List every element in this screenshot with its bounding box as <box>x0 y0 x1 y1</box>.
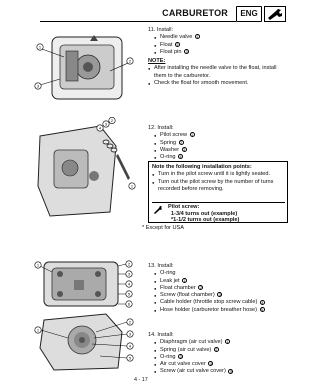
installation-points-list <box>152 171 284 193</box>
fig1-callout-3: 3 <box>36 83 40 89</box>
step-12-list <box>154 132 288 161</box>
step-13-title: 13. Install: <box>148 263 174 269</box>
list-item: ● O-ring 4 <box>154 154 288 161</box>
fig4-callout-2: 2 <box>128 319 132 325</box>
list-item: ● Screw (air cut valve cover) 5 <box>154 368 288 375</box>
step-12-block <box>148 125 288 161</box>
fig4-callout-1: 1 <box>36 327 40 333</box>
installation-points-heading: Note the following installation points: <box>152 164 252 170</box>
step-14-block <box>148 332 288 376</box>
spec-line-1: 1-3/4 turns out (example) <box>171 210 238 217</box>
step-11-title: 11. Install: <box>148 27 174 33</box>
step-12-title: 12. Install: <box>148 125 174 131</box>
eng-badge: ENG <box>236 6 262 22</box>
list-item: ● Float pin 3 <box>154 49 288 56</box>
list-item: ● Diaphragm (air cut valve) 1 <box>154 339 288 346</box>
figure-pilot-screw <box>30 116 138 224</box>
step-11-list <box>154 34 288 56</box>
header-rule <box>40 21 236 22</box>
fig2-callout-4: 4 <box>98 125 102 131</box>
fig2-callout-1: 1 <box>130 183 134 189</box>
step-13-block <box>148 263 288 314</box>
list-item: ● Air cut valve cover 4 <box>154 361 288 368</box>
figure-air-cut-valve <box>30 312 138 372</box>
list-item: ● Leak jet 1 <box>154 278 288 285</box>
fig3-callout-4: 4 <box>127 281 131 287</box>
spec-line-2: *1-1/2 turns out (example) <box>171 217 240 224</box>
note-heading: NOTE: <box>148 58 166 65</box>
note-item: ● Check the float for smooth movement. <box>148 80 288 87</box>
section-title: CARBURETOR <box>162 8 228 18</box>
list-item: ● O-ring <box>154 270 288 277</box>
pilot-screw-spec <box>152 202 285 222</box>
list-item: ● Float 2 <box>154 42 288 49</box>
note-item: ● After installing the needle valve to the float, install them to the carburetor. <box>148 65 288 80</box>
step-11-block <box>148 27 288 87</box>
figure-float-chamber <box>30 258 138 310</box>
fig4-callout-3: 3 <box>128 331 132 337</box>
step-14-list <box>154 339 288 375</box>
fig2-callout-2: 2 <box>110 117 114 123</box>
fig3-callout-2: 2 <box>127 261 131 267</box>
list-item: ● Pilot screw 1 <box>154 132 288 139</box>
fig3-callout-6: 6 <box>127 301 131 307</box>
list-item: ● Needle valve 1 <box>154 34 288 41</box>
list-item: ● Washer 3 <box>154 147 288 154</box>
step-14-title: 14. Install: <box>148 332 174 338</box>
spec-label: Pilot screw: <box>168 204 200 210</box>
fig3-callout-5: 5 <box>127 291 131 297</box>
fig2-callout-3: 3 <box>104 121 108 127</box>
step-13-list <box>154 270 288 314</box>
list-item: ● Spring 2 <box>154 140 288 147</box>
list-item: ● Cable holder (throttle stop screw cable) 4 <box>154 299 288 306</box>
list-item: ● Screw (float chamber) 3 <box>154 292 288 299</box>
spec-text <box>168 204 239 224</box>
note-item: ● Turn out the pilot screw by the number of turns recorded before removing. <box>152 179 284 194</box>
fig3-callout-1: 1 <box>36 262 40 268</box>
list-item: ● Spring (air cut valve) 2 <box>154 347 288 354</box>
except-usa-note: * Except for USA <box>142 225 184 231</box>
page-header <box>40 6 288 24</box>
list-item: ● O-ring 3 <box>154 354 288 361</box>
fig4-callout-4: 4 <box>128 343 132 349</box>
fig3-callout-3: 3 <box>127 271 131 277</box>
figure-float-install <box>30 27 138 112</box>
page-number: 4 - 17 <box>134 377 148 383</box>
list-item: ● Hose holder (carburetor breather hose) 5 <box>154 307 288 314</box>
note-item: ● Turn in the pilot screw until it is lightly seated. <box>152 171 284 178</box>
fig1-callout-1: 1 <box>38 44 42 50</box>
wrench-tool-icon <box>264 6 286 22</box>
fig1-callout-2: 2 <box>128 58 132 64</box>
spec-wrench-icon <box>153 205 163 214</box>
note-list <box>148 65 288 87</box>
fig4-callout-5: 5 <box>128 355 132 361</box>
list-item: ● Float chamber 2 <box>154 285 288 292</box>
